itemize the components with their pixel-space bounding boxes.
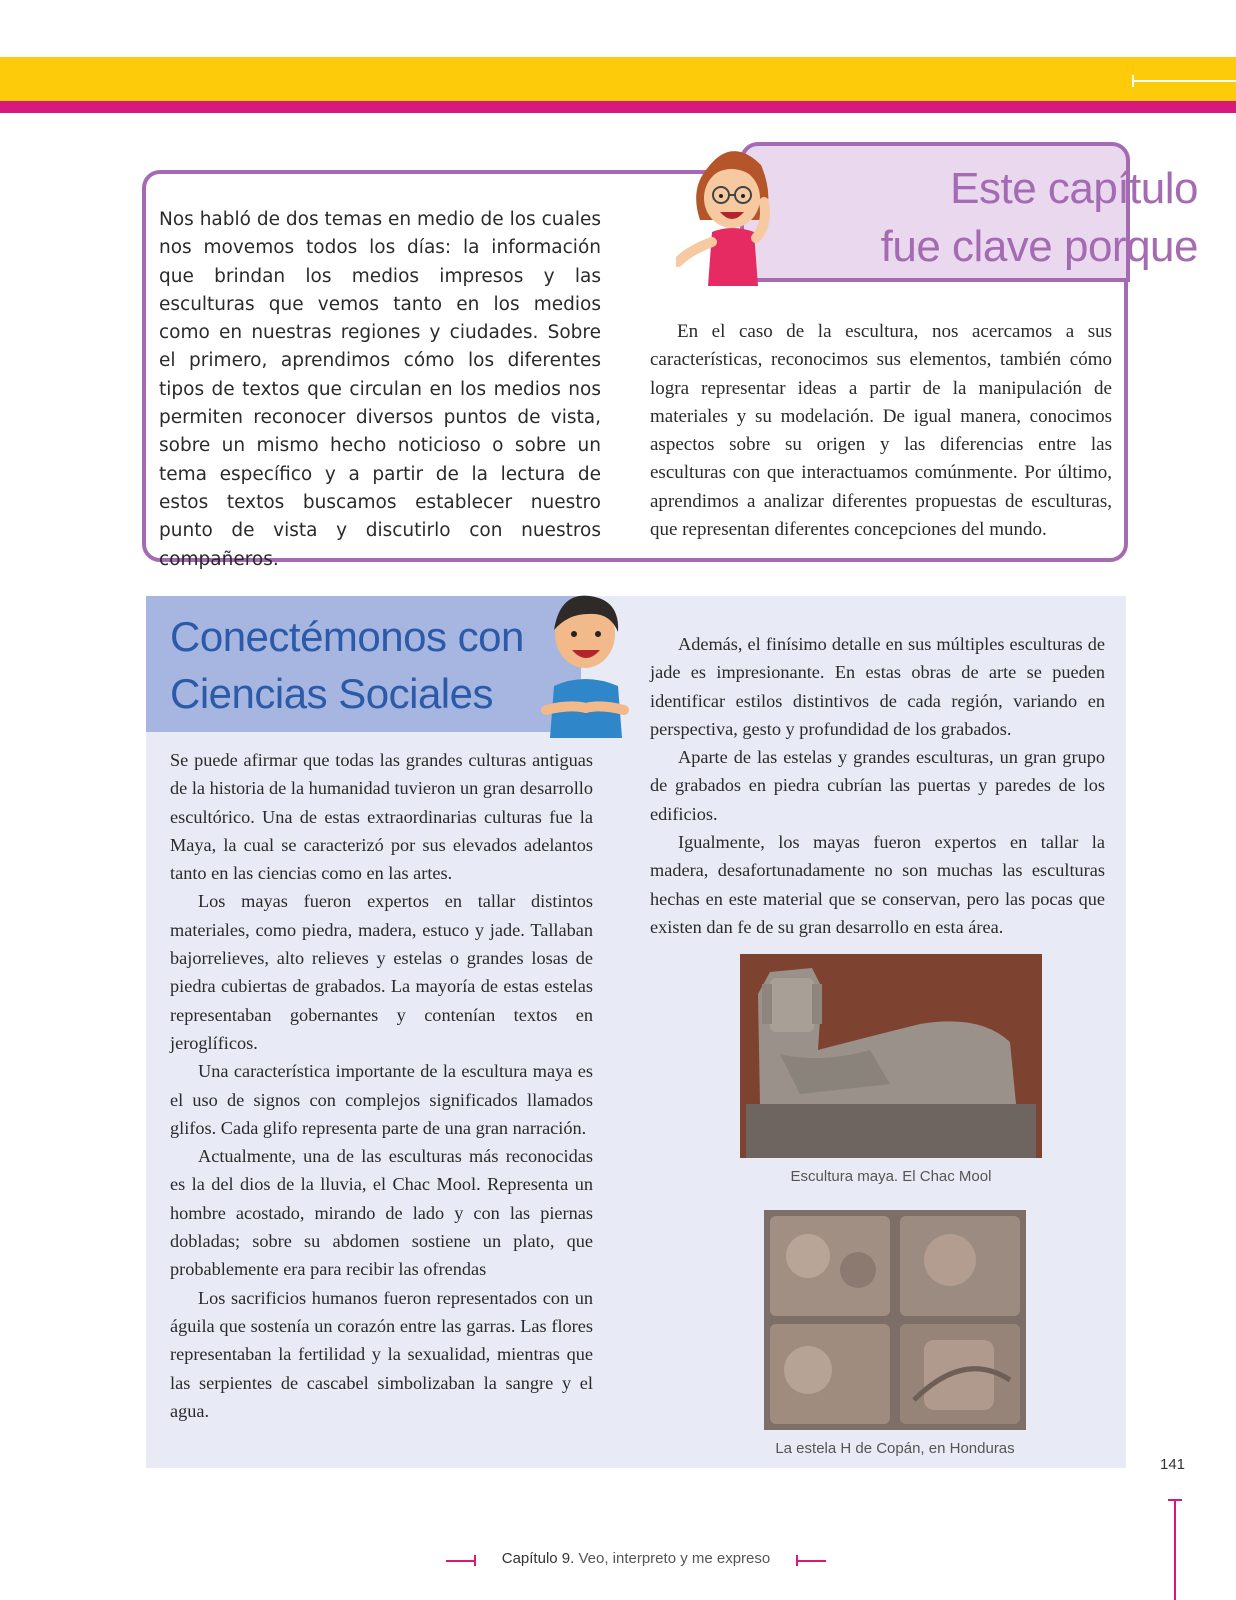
top-magenta-band	[0, 101, 1236, 113]
chapter-summary-title	[881, 160, 1198, 276]
social-right-column	[650, 630, 1105, 941]
chac-mool-photo	[740, 954, 1042, 1158]
social-right-paragraph-2: Aparte de las estelas y grandes esculturas, un gran grupo de grabados en piedra cubrían las puertas y paredes de los edificios.	[650, 747, 1105, 824]
copan-stela-photo	[764, 1210, 1026, 1430]
footer-right-rule	[796, 1560, 826, 1562]
social-title-line1: Conectémonos con	[170, 613, 524, 660]
social-sciences-title	[170, 608, 524, 722]
summary-title-line1: Este capítulo	[950, 164, 1198, 213]
social-left-paragraph-3: Una característica importante de la escultura maya es el uso de signos con complejos significados llamados glifos. Cada glifo representa parte de una gran narración.	[170, 1061, 593, 1138]
girl-avatar-illustration	[676, 140, 786, 290]
boy-avatar-illustration	[540, 592, 630, 738]
top-yellow-band	[0, 57, 1236, 101]
page-number: 141	[1160, 1456, 1186, 1473]
summary-left-text: Nos habló de dos temas en medio de los cuales nos movemos todos los días: la información que brindan los medios impresos y las esculturas que vemos tanto en los medios como en nuestras regiones y ciudades. Sobre el primero, aprendimos cómo los diferentes tipos de textos que circulan en los medios nos permiten reconocer diversos puntos de vista, sobre un mismo hecho noticioso o sobre un tema específico y a partir de la lectura de estos textos buscamos establecer nuestro punto de vista y discutirlo con nuestros compañeros.	[159, 209, 601, 570]
footer-chapter	[446, 1550, 826, 1567]
social-right-paragraph-1: Además, el finísimo detalle en sus múltiples esculturas de jade es impresionante. En estas obras de arte se pueden identificar estilos distintivos de cada región, variando en perspectiva, gesto y profundidad de los grabados.	[650, 634, 1105, 739]
summary-title-line2: fue clave porque	[880, 222, 1198, 271]
copan-stela-caption: La estela H de Copán, en Honduras	[775, 1440, 1015, 1457]
band-ruler-tick	[1132, 75, 1134, 87]
band-ruler-line	[1132, 80, 1236, 82]
social-left-paragraph-2: Los mayas fueron expertos en tallar distintos materiales, como piedra, madera, estuco y jade. Tallaban bajorrelieves, alto relieves y estelas o grandes losas de piedra cubiertas de grabados. La mayoría de estas estelas representaban gobernantes y contenían textos en jeroglíficos.	[170, 891, 593, 1053]
social-left-paragraph-5: Los sacrificios humanos fueron representados con un águila que sostenía un corazón entre las garras. Las flores representaban la fertilidad y la sexualidad, mientras que las serpientes de cascabel simbolizaban la sangre y el agua.	[170, 1287, 593, 1421]
chac-mool-caption: Escultura maya. El Chac Mool	[790, 1168, 992, 1185]
social-left-paragraph-4: Actualmente, una de las esculturas más reconocidas es la del dios de la lluvia, el Chac Mool. Representa un hombre acostado, mirando de lado y con las piernas dobladas; sobre su abdomen sostiene un plato, que probablemente era para recibir las ofrendas	[170, 1146, 593, 1280]
footer-chapter-title: Veo, interpreto y me expreso	[574, 1550, 771, 1567]
social-left-column	[170, 746, 593, 1425]
social-title-line2: Ciencias Sociales	[170, 670, 493, 717]
social-right-paragraph-3: Igualmente, los mayas fueron expertos en tallar la madera, desafortunadamente no son muchas las esculturas hechas en este material que se conservan, pero las pocas que existen dan fe de su gran desarrollo en esta área.	[650, 832, 1105, 937]
social-left-paragraph-1: Se puede afirmar que todas las grandes culturas antiguas de la historia de la humanidad tuvieron un gran desarrollo escultórico. Una de estas extraordinarias culturas fue la Maya, la cual se caracterizó por sus elevados adelantos tanto en las ciencias como en las artes.	[170, 750, 593, 884]
summary-right-text: En el caso de la escultura, nos acercamos a sus características, reconocimos sus elementos, también cómo logra representar ideas a partir de la manipulación de materiales y su modelación. De igual manera, conocimos aspectos sobre su origen y las diferencias entre las esculturas con que interactuamos comúnmente. Por último, aprendimos a analizar diferentes propuestas de esculturas, que representan diferentes concepciones del mundo.	[650, 321, 1112, 541]
footer-chapter-number: Capítulo 9.	[501, 1550, 575, 1567]
margin-line	[1174, 1499, 1176, 1600]
